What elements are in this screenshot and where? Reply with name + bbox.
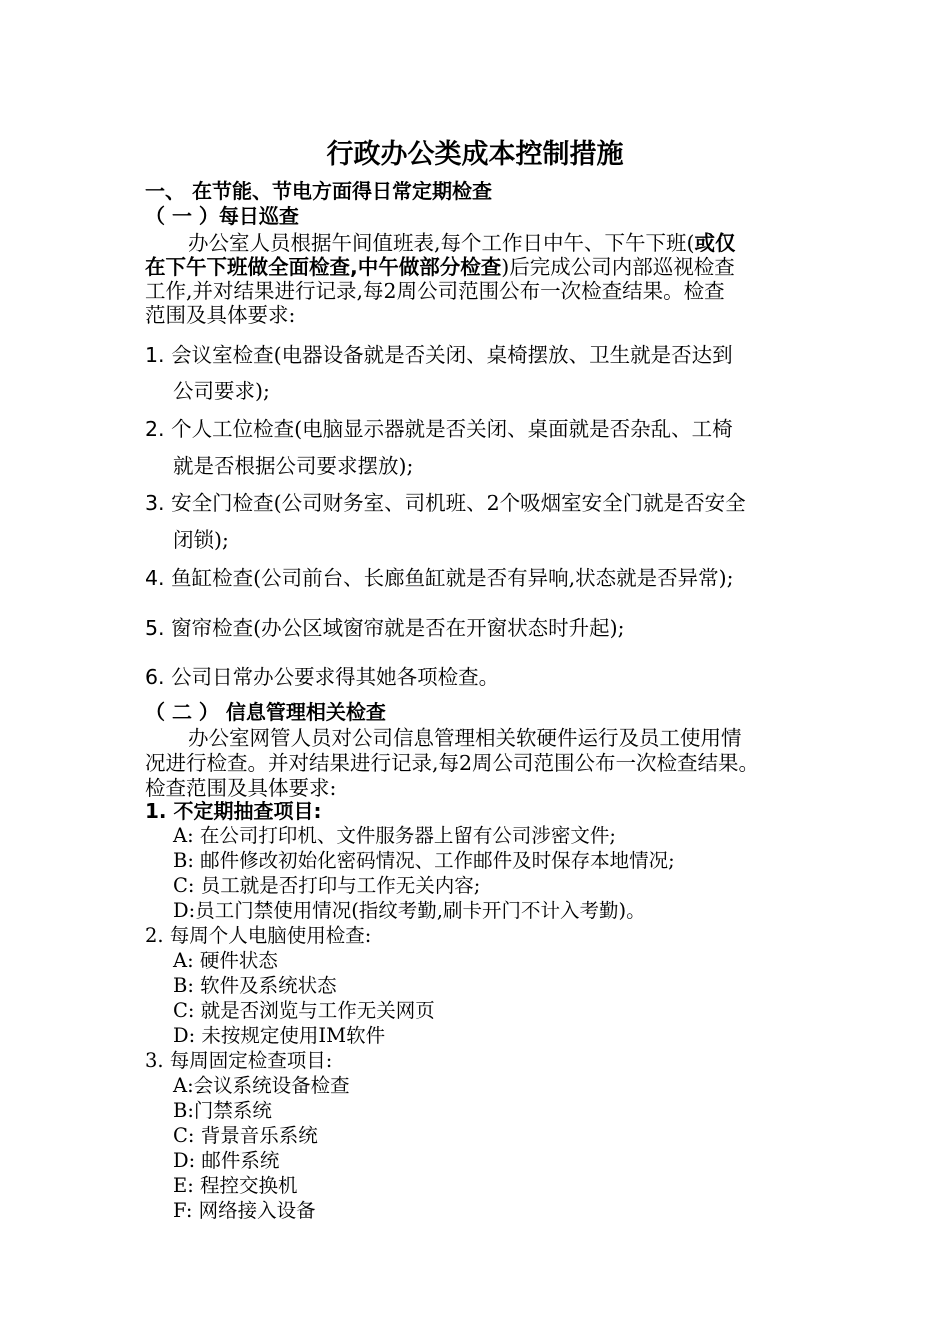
group-item: A:会议系统设备检查: [173, 1074, 350, 1097]
paragraph-1-line-3: 工作,并对结果进行记录,每2周公司范围公布一次检查结果。检查: [145, 279, 725, 303]
paragraph-1-line-2: 在下午下班做全面检查,中午做部分检查)后完成公司内部巡视检查: [145, 255, 735, 279]
paragraph-1-line-1: 办公室人员根据午间值班表,每个工作日中午、下午下班(或仅: [188, 231, 736, 255]
list-item: 4. 鱼缸检查(公司前台、长廊鱼缸就是否有异响,状态就是否异常);: [145, 566, 734, 590]
group-item: D:员工门禁使用情况(指纹考勤,刷卡开门不计入考勤)。: [173, 899, 646, 922]
paragraph-2-line-3: 检查范围及具体要求:: [145, 776, 337, 800]
subsection-2-heading: （ 二 ） 信息管理相关检查: [145, 700, 386, 724]
list-item: 6. 公司日常办公要求得其她各项检查。: [145, 665, 500, 689]
list-item: 5. 窗帘检查(办公区域窗帘就是否在开窗状态时升起);: [145, 616, 625, 640]
group-item: B: 软件及系统状态: [173, 974, 337, 997]
group-item: A: 硬件状态: [173, 949, 278, 972]
group-item: C: 就是否浏览与工作无关网页: [173, 999, 435, 1022]
list-item-continuation: 公司要求);: [173, 379, 270, 403]
list-item: 3. 安全门检查(公司财务室、司机班、2个吸烟室安全门就是否安全: [145, 491, 746, 515]
group-item: C: 背景音乐系统: [173, 1124, 318, 1147]
list-item-continuation: 就是否根据公司要求摆放);: [173, 454, 414, 478]
paragraph-2-line-1: 办公室网管人员对公司信息管理相关软硬件运行及员工使用情: [188, 726, 742, 750]
document-title: 行政办公类成本控制措施: [326, 139, 624, 170]
list-item-continuation: 闭锁);: [173, 528, 229, 552]
group-heading: 2. 每周个人电脑使用检查:: [145, 924, 372, 947]
group-item: D: 未按规定使用IM软件: [173, 1024, 386, 1047]
paragraph-1-line-4: 范围及具体要求:: [145, 303, 296, 327]
group-item: A: 在公司打印机、文件服务器上留有公司涉密文件;: [173, 824, 616, 847]
group-heading: 1. 不定期抽查项目:: [145, 799, 322, 823]
group-item: B:门禁系统: [173, 1099, 272, 1122]
group-heading: 3. 每周固定检查项目:: [145, 1049, 333, 1072]
group-item: B: 邮件修改初始化密码情况、工作邮件及时保存本地情况;: [173, 849, 675, 872]
list-item: 1. 会议室检查(电器设备就是否关闭、桌椅摆放、卫生就是否达到: [145, 343, 733, 367]
group-item: F: 网络接入设备: [173, 1199, 316, 1222]
section-1-heading: 一、 在节能、节电方面得日常定期检查: [145, 179, 492, 203]
group-item: C: 员工就是否打印与工作无关内容;: [173, 874, 481, 897]
group-item: D: 邮件系统: [173, 1149, 280, 1172]
subsection-1-heading: （ 一 ）每日巡查: [145, 204, 299, 228]
group-item: E: 程控交换机: [173, 1174, 298, 1197]
list-item: 2. 个人工位检查(电脑显示器就是否关闭、桌面就是否杂乱、工椅: [145, 417, 733, 441]
paragraph-2-line-2: 况进行检查。并对结果进行记录,每2周公司范围公布一次检查结果。: [145, 751, 760, 775]
